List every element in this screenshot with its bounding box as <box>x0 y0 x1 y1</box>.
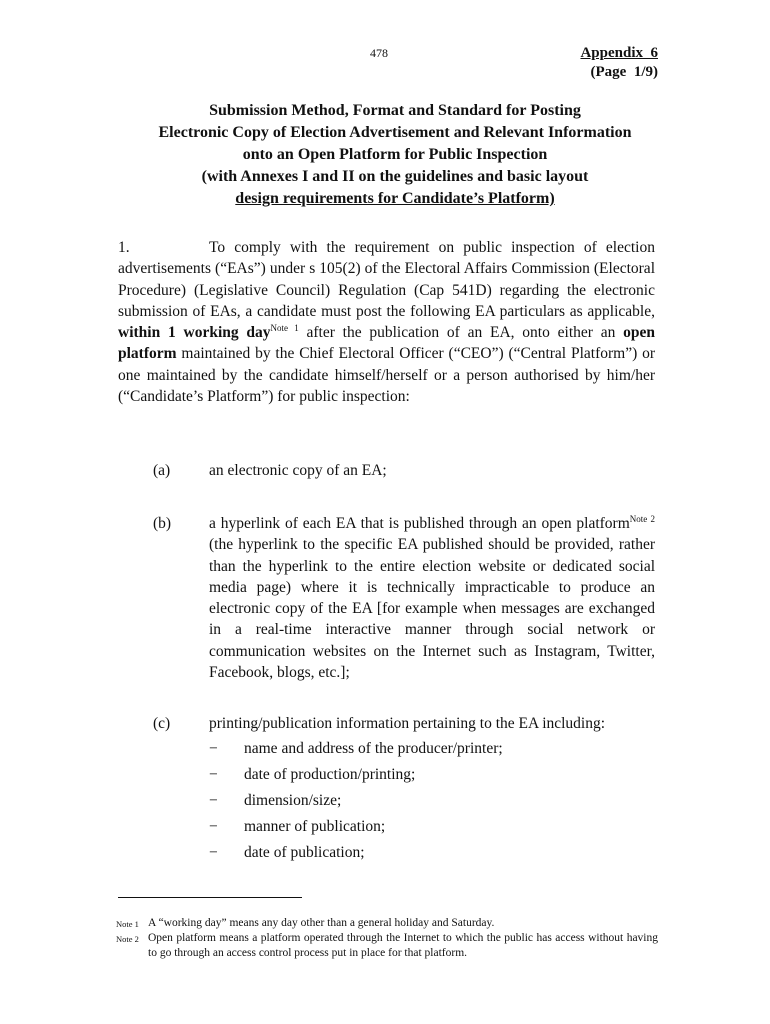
list-item <box>209 736 503 762</box>
item-b-text-a: a hyperlink of each EA that is published through an open platform <box>209 515 630 532</box>
item-text: an electronic copy of an EA; <box>209 462 387 479</box>
list-item <box>209 788 503 814</box>
paragraph-text-c: maintained by the Chief Electoral Officer (“CEO”) (“Central Platform”) or one maintained by the candidate himself/herself or a person authorised by him/her (“Candidate’s Platform”) for public inspection: <box>118 345 655 406</box>
title-line-4: (with Annexes I and II on the guidelines and basic layout <box>201 168 589 185</box>
dash-icon: − <box>209 844 218 861</box>
item-label: (a) <box>153 462 171 479</box>
footnote-text: A “working day” means any day other than a general holiday and Saturday. <box>148 917 495 929</box>
list-item <box>209 762 503 788</box>
footnote-mark: Note 1 <box>116 919 139 929</box>
paragraph-bold-deadline: within 1 working day <box>118 324 271 342</box>
footnote-mark: Note 2 <box>116 934 139 944</box>
note-1-reference: Note 1 <box>270 323 299 334</box>
paragraph-text-a: To comply with the requirement on public inspection of election advertisements (“EAs”) under s 105(2) of the Electoral Affairs Commission (Electoral Procedure) (Legislative Council) Regulation (Cap 541D) regarding the electronic submission of EAs, a candidate must post the following EA particulars as applicable, <box>118 239 655 320</box>
bullet-text: dimension/size; <box>244 792 342 809</box>
title-line-3: onto an Open Platform for Public Inspection <box>242 146 548 163</box>
title-line-2: Electronic Copy of Election Advertisement and Relevant Information <box>158 124 632 141</box>
appendix-title: Appendix 6 <box>580 45 658 61</box>
appendix-label <box>580 44 658 82</box>
page-number: 478 <box>370 46 388 60</box>
paragraph-text-b: after the publication of an EA, onto either an <box>298 324 624 342</box>
title-line-1: Submission Method, Format and Standard for Posting <box>209 102 581 119</box>
item-b-text-b: (the hyperlink to the specific EA published should be provided, rather than the hyperlink to the entire election website or dedicated social media page) where it is technically impracticable to produce an electronic copy of the EA [for example when messages are exchanged in a real-time interactive manner through social network or communication websites on the Internet such as Instagram, Twitter, Facebook, blogs, etc.]; <box>209 536 655 682</box>
dash-icon: − <box>209 766 218 783</box>
page-reference: (Page 1/9) <box>590 64 658 80</box>
paragraph-1 <box>118 237 655 407</box>
document-title <box>100 100 690 210</box>
footnote-text: Open platform means a platform operated through the Internet to which the public has access without having to go through an access control process put in place for that platform. <box>148 932 658 959</box>
bullet-text: manner of publication; <box>244 818 386 835</box>
dash-icon: − <box>209 740 218 757</box>
item-label: (c) <box>153 715 171 732</box>
bullet-text: date of production/printing; <box>244 766 416 783</box>
dash-icon: − <box>209 792 218 809</box>
dash-icon: − <box>209 818 218 835</box>
list-item <box>209 814 503 840</box>
note-2-reference: Note 2 <box>629 513 655 524</box>
item-text <box>209 513 655 683</box>
bullet-text: name and address of the producer/printer; <box>244 740 503 757</box>
paragraph-number: 1. <box>118 239 130 256</box>
item-text: printing/publication information pertaining to the EA including: <box>209 715 606 732</box>
list-item <box>209 840 503 866</box>
paragraph-bold-platform: open platform <box>118 324 655 363</box>
footnote-divider <box>118 897 302 898</box>
title-line-5: design requirements for Candidate’s Platform) <box>235 190 555 207</box>
item-label: (b) <box>153 515 172 532</box>
bullet-text: date of publication; <box>244 844 365 861</box>
printing-info-list <box>209 736 503 866</box>
